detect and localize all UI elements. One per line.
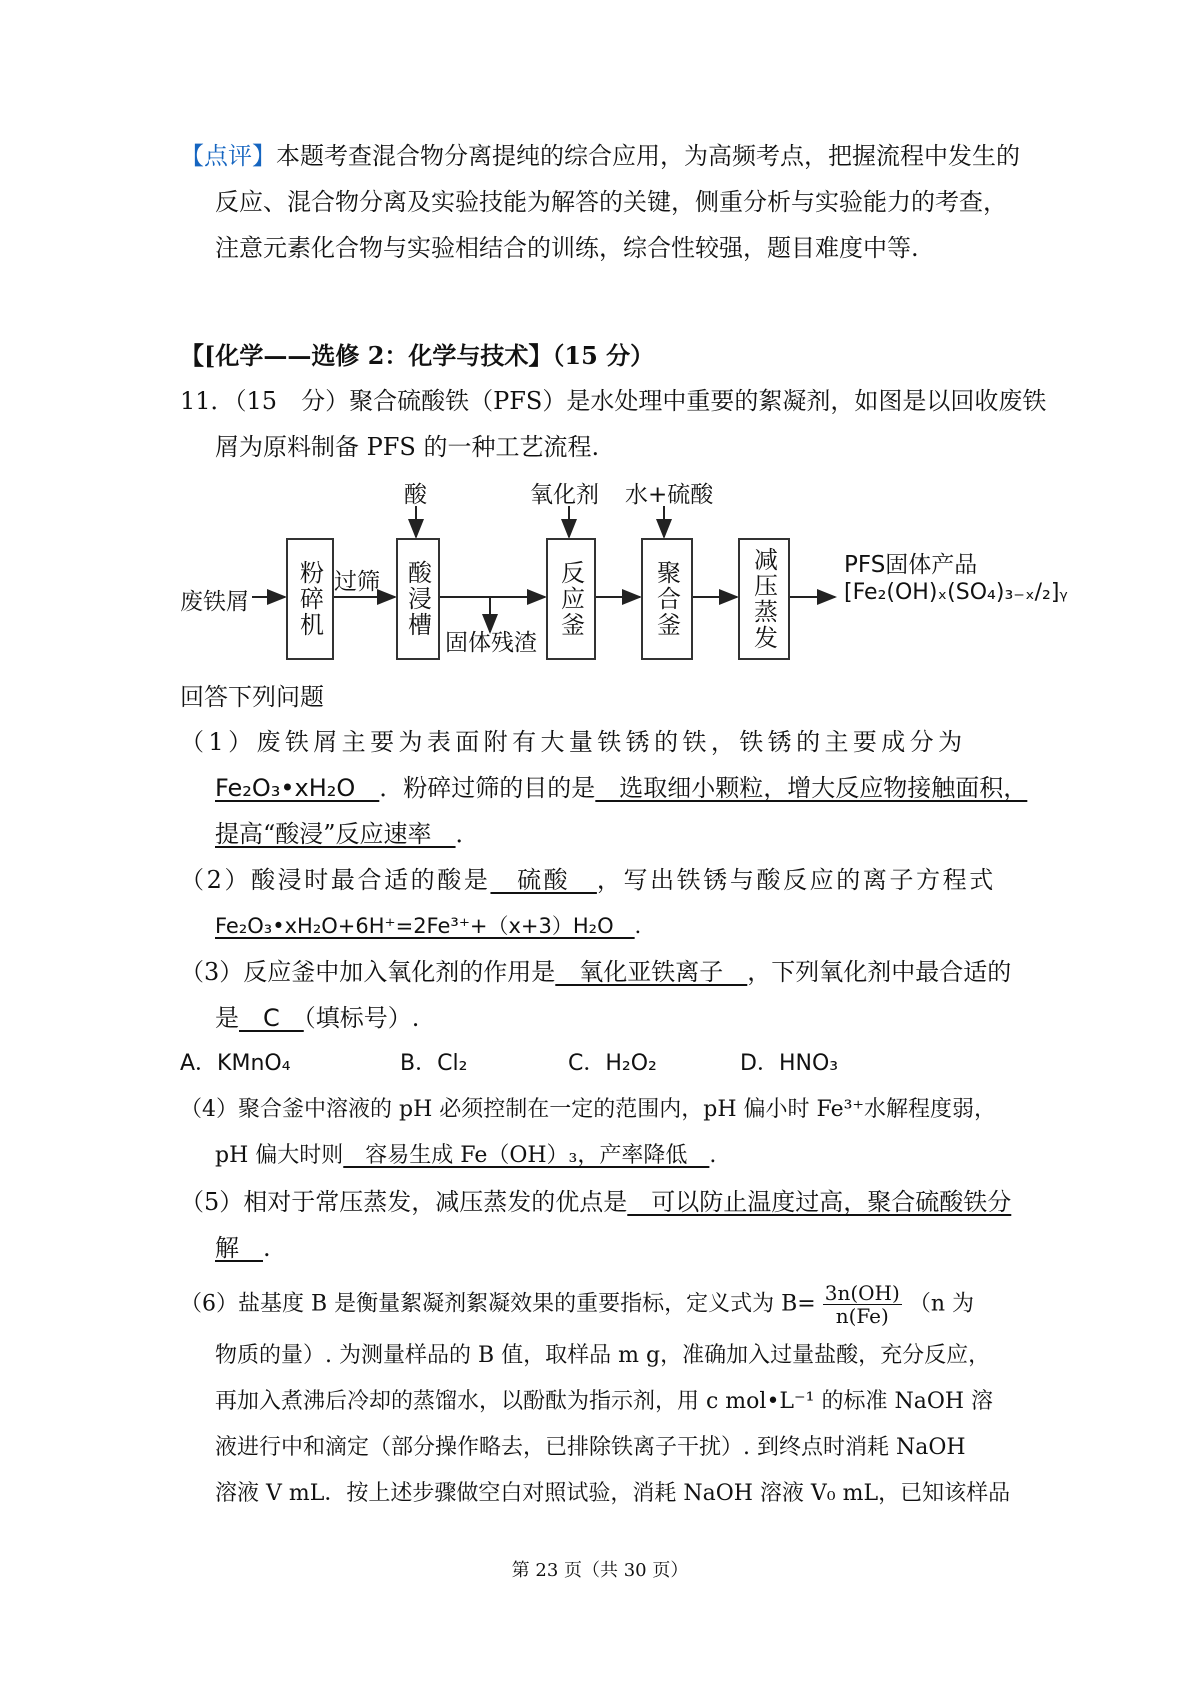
q6-line-5: 溶液 V mL．按上述步骤做空白对照试验，消耗 NaOH 溶液 V₀ mL，已知该样品: [215, 1481, 1011, 1506]
comment-text-1: 本题考查混合物分离提纯的综合应用，为高频考点，把握流程中发生的: [276, 142, 1020, 170]
question-line-1: 11．（15 分）聚合硫酸铁（PFS）是水处理中重要的絮凝剂，如图是以回收废铁: [180, 387, 1047, 415]
q1-answer-2b: 提高“酸浸”反应速率: [215, 820, 456, 848]
q2-answer-2: Fe₂O₃•xH₂O+6H⁺=2Fe³⁺+（x+3）H₂O: [215, 914, 635, 938]
oxidant-label: 氧化剂: [530, 482, 599, 508]
q1-answer-2a: 选取细小颗粒，增大反应物接触面积，: [595, 774, 1028, 802]
product-formula: [Fe₂(OH)ₓ(SO₄)₃₋ₓ/₂]ᵧ: [844, 580, 1068, 605]
q5-line-1: [180, 1186, 1011, 1218]
water-acid-label: 水+硫酸: [625, 482, 714, 508]
q3-text-d: （填标号）.: [303, 1004, 420, 1032]
q1-line-1: （1）废铁屑主要为表面附有大量铁锈的铁，铁锈的主要成分为: [180, 728, 967, 756]
basicity-fraction: [823, 1282, 902, 1327]
input-label: 废铁屑: [180, 589, 249, 615]
q1-line-3: [215, 818, 480, 850]
q3-line-2: [215, 1002, 419, 1034]
q3-answer-1: 氧化亚铁离子: [555, 958, 748, 986]
q1-mid: ．粉碎过筛的目的是: [379, 774, 596, 802]
q3-text-a: （3）反应釜中加入氧化剂的作用是: [180, 958, 556, 986]
q6-line-1: [180, 1282, 974, 1327]
option-b: B．Cl₂: [400, 1051, 468, 1076]
q6-line-2: 物质的量）. 为测量样品的 B 值，取样品 m g，准确加入过量盐酸，充分反应，: [215, 1343, 991, 1368]
comment-line-1: [180, 140, 1020, 172]
q5-end: .: [263, 1234, 271, 1262]
fraction-denominator: n(Fe): [835, 1304, 889, 1328]
comment-tag: 【点评】: [180, 142, 276, 170]
q2-line-2: [215, 910, 656, 942]
q3-answer-2: C: [239, 1004, 304, 1032]
q3-text-b: ，下列氧化剂中最合适的: [747, 958, 1012, 986]
polymerizer-box: 聚合釜: [641, 538, 693, 660]
q5-answer-2: 解: [215, 1234, 263, 1262]
crusher-box: 粉碎机: [286, 538, 334, 660]
q3-line-1: [180, 956, 1011, 988]
q2-text-a: （2）酸浸时最合适的酸是: [180, 866, 491, 894]
option-c: C．H₂O₂: [568, 1051, 657, 1076]
q1-line-2: [215, 772, 1027, 804]
residue-label: 固体残渣: [445, 630, 537, 656]
q2-text-b: ，写出铁锈与酸反应的离子方程式: [596, 866, 996, 894]
reactor-box: 反应釜: [546, 538, 596, 660]
page-footer: 第 23 页（共 30 页）: [511, 1560, 689, 1581]
q2-line-1: [180, 864, 996, 896]
evaporator-box: 减压蒸发: [738, 538, 790, 660]
acid-label: 酸: [404, 482, 427, 508]
q4-line-1: （4）聚合釜中溶液的 pH 必须控制在一定的范围内，pH 偏小时 Fe³⁺水解程度弱，: [180, 1097, 997, 1122]
q2-answer-1: 硫酸: [490, 866, 597, 894]
q4-line-2: [215, 1140, 716, 1172]
q5-text-a: （5）相对于常压蒸发，减压蒸发的优点是: [180, 1188, 628, 1216]
option-d: D．HNO₃: [740, 1051, 839, 1076]
q6-text-a: （6）盐基度 B 是衡量絮凝剂絮凝效果的重要指标，定义式为 B=: [180, 1291, 816, 1317]
sieve-label: 过筛: [334, 569, 380, 595]
q4-answer: 容易生成 Fe（OH）₃，产率降低: [343, 1143, 710, 1168]
section-title: 【[化学——选修 2：化学与技术】（15 分）: [180, 341, 655, 370]
acid-tank-box: 酸浸槽: [396, 538, 440, 660]
process-flow-diagram: [180, 480, 1068, 660]
q6-line-3: 再加入煮沸后冷却的蒸馏水，以酚酞为指示剂，用 c mol•L⁻¹ 的标准 NaOH 溶: [215, 1389, 994, 1414]
comment-line-3: 注意元素化合物与实验相结合的训练，综合性较强，题目难度中等.: [215, 234, 919, 262]
product-label: PFS固体产品: [844, 552, 978, 578]
q2-end: ．: [634, 914, 656, 938]
q3-text-c: 是: [215, 1004, 239, 1032]
q6-text-b: （n 为: [908, 1291, 974, 1317]
option-a: A．KMnO₄: [180, 1051, 291, 1076]
answers-intro: 回答下列问题: [180, 683, 324, 711]
q6-line-4: 液进行中和滴定（部分操作略去，已排除铁离子干扰）. 到终点时消耗 NaOH: [215, 1435, 966, 1460]
q1-answer-1: Fe₂O₃•xH₂O: [215, 774, 380, 802]
question-line-2: 屑为原料制备 PFS 的一种工艺流程.: [215, 433, 600, 461]
q4-text-b: pH 偏大时则: [215, 1143, 344, 1168]
fraction-numerator: 3n(OH): [824, 1281, 900, 1305]
q5-answer-1: 可以防止温度过高，聚合硫酸铁分: [627, 1188, 1012, 1216]
q1-end: ．: [455, 820, 480, 848]
q5-line-2: [215, 1232, 271, 1264]
comment-line-2: 反应、混合物分离及实验技能为解答的关键，侧重分析与实验能力的考查，: [215, 188, 1007, 216]
q4-end: .: [709, 1143, 717, 1168]
